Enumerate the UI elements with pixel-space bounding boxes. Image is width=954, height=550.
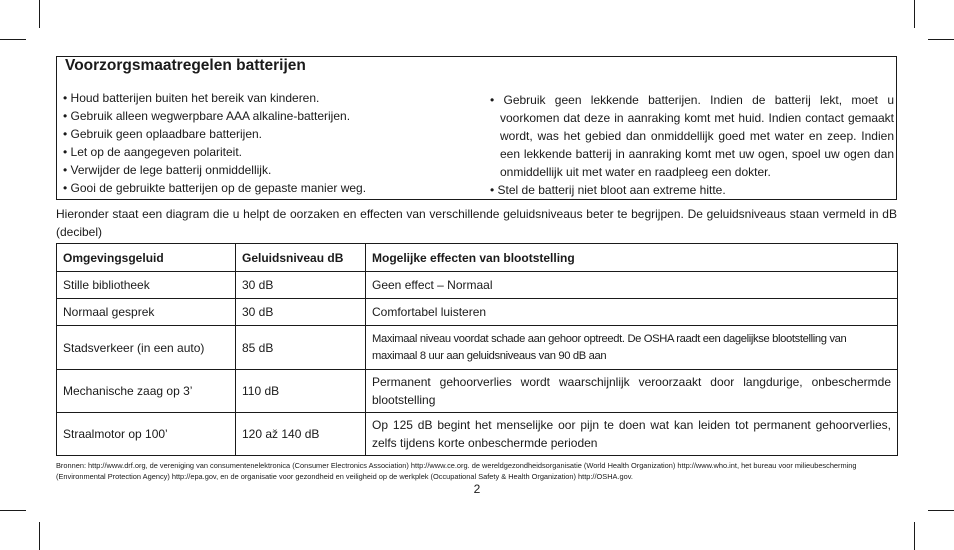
precaution-item-leaking: • Gebruik geen lekkende batterijen. Indien de batterij lekt, moet u voorkomen dat deze in aanraking komt met huid. Indien contact gemaakt wordt, was het gebied dan onmiddellijk goed met water en zeep. Indien een lekkende batterij in aanraking komt met uw ogen, spoel uw ogen dan onmiddellijk uit met water en raadpleeg een dokter.: [490, 93, 894, 179]
table-cell: Maximaal niveau voordat schade aan gehoor optreedt. De OSHA raadt een dagelijkse blootstelling van maximaal 8 uur aan geluidsniveaus van 90 dB aan: [366, 326, 898, 370]
table-cell: Stadsverkeer (in een auto): [57, 326, 236, 370]
table-cell: Normaal gesprek: [57, 299, 236, 326]
battery-precautions-box: [56, 56, 897, 200]
sources-footnote: [56, 460, 897, 482]
table-cell: 30 dB: [236, 299, 366, 326]
precaution-item: • Gebruik geen oplaadbare batterijen.: [63, 127, 263, 141]
crop-mark-top-left-h: [0, 39, 26, 40]
table-cell: Mechanische zaag op 3’: [57, 370, 236, 413]
table-cell: Permanent gehoorverlies wordt waarschijnlijk veroorzaakt door langdurige, onbeschermde blootstelling: [366, 370, 898, 413]
table-cell: Stille bibliotheek: [57, 272, 236, 299]
precautions-left-column: [63, 89, 463, 197]
intro-paragraph: Hieronder staat een diagram die u helpt de oorzaken en effecten van verschillende geluidsniveaus beter te begrijpen. De geluidsniveaus staan vermeld in dB (decibel): [56, 207, 897, 239]
table-cell: 30 dB: [236, 272, 366, 299]
precaution-item-heat: • Stel de batterij niet bloot aan extreme hitte.: [490, 183, 726, 197]
precaution-item: • Let op de aangegeven polariteit.: [63, 145, 243, 159]
precautions-title: Voorzorgsmaatregelen batterijen: [65, 57, 306, 74]
table-header-row: [57, 244, 898, 272]
crop-mark-top-right-h: [928, 39, 954, 40]
page-number: 2: [473, 482, 481, 496]
table-row: [57, 413, 898, 456]
table-cell: 120 až 140 dB: [236, 413, 366, 456]
table-row: [57, 272, 898, 299]
precaution-item: • Houd batterijen buiten het bereik van kinderen.: [63, 91, 320, 105]
table-row: [57, 299, 898, 326]
table-cell: 85 dB: [236, 326, 366, 370]
crop-mark-top-right: [914, 0, 915, 28]
table-row: [57, 370, 898, 413]
table-cell: Geen effect – Normaal: [366, 272, 898, 299]
crop-mark-bottom-right: [914, 522, 915, 550]
crop-mark-bottom-right-h: [928, 510, 954, 511]
crop-mark-top-left: [39, 0, 40, 28]
precaution-item: • Gooi de gebruikte batterijen op de gepaste manier weg.: [63, 181, 367, 195]
precaution-item: • Gebruik alleen wegwerpbare AAA alkaline-batterijen.: [63, 109, 351, 123]
table-cell: Straalmotor op 100’: [57, 413, 236, 456]
precaution-item: • Verwijder de lege batterij onmiddellijk.: [63, 163, 272, 177]
table-cell: Comfortabel luisteren: [366, 299, 898, 326]
column-header: Mogelijke effecten van blootstelling: [366, 244, 898, 272]
sound-levels-table: [56, 243, 898, 456]
sources-line: (Environmental Protection Agency) http://epa.gov, en de organisatie voor gezondheid en veiligheid op de werkplek (Occupational Safety & Health Organization) http://OSHA.gov.: [56, 472, 633, 481]
precautions-right-column: [490, 91, 894, 199]
table-cell: Op 125 dB begint het menselijke oor pijn te doen wat kan leiden tot permanent gehoorverlies, zelfs tijdens korte onbeschermde perioden: [366, 413, 898, 456]
column-header: Omgevingsgeluid: [57, 244, 236, 272]
crop-mark-bottom-left-h: [0, 510, 26, 511]
table-cell: 110 dB: [236, 370, 366, 413]
sources-line: Bronnen: http://www.drf.org, de vereniging van consumentenelektronica (Consumer Electronics Association) http://www.ce.org. de wereldgezondheidsorganisatie (World Health Organization) http://www.who.int, het bureau voor milieubescherming: [56, 461, 857, 470]
column-header: Geluidsniveau dB: [236, 244, 366, 272]
table-row: [57, 326, 898, 370]
crop-mark-bottom-left: [39, 522, 40, 550]
